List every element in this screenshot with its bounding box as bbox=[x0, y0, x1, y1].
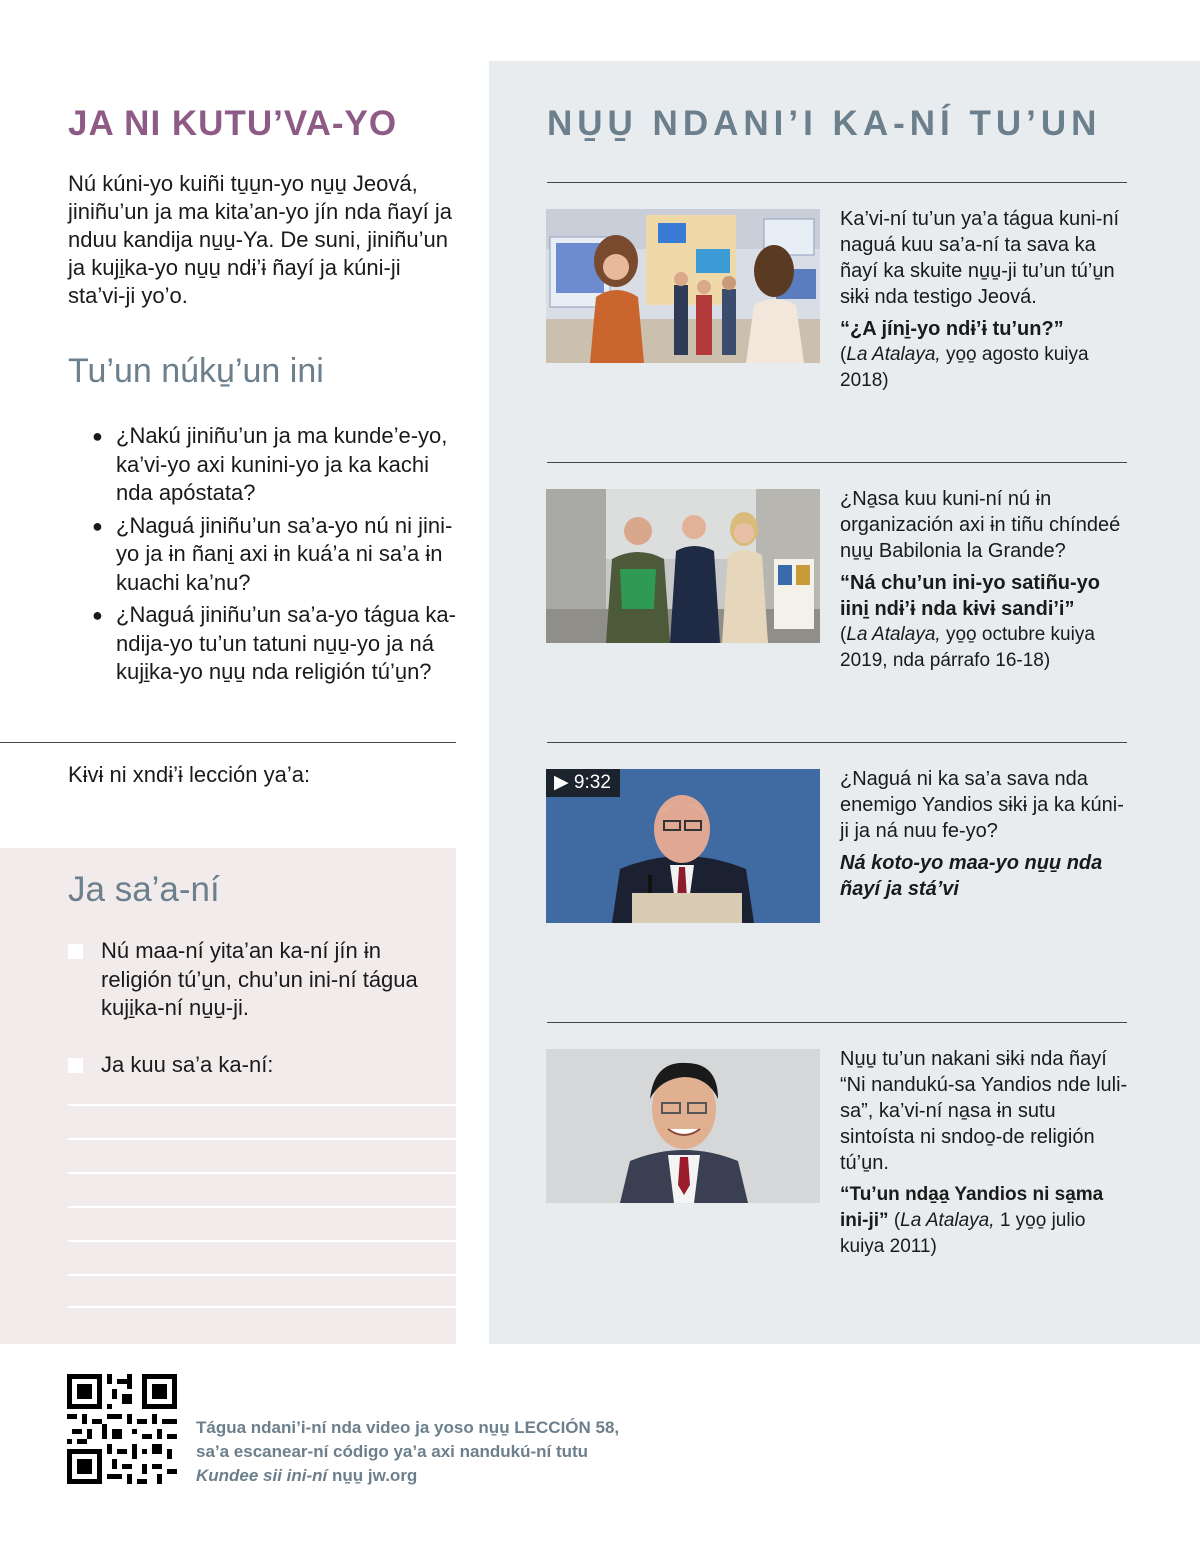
question-text: ¿Naguá jiniñu’un sa’a-yo nú ni jini-yo ja ɨn ñani̱ axi ɨn kuá’a ni sa’a ɨn kuachi ka’nu? bbox=[116, 512, 453, 595]
divider bbox=[0, 742, 456, 743]
question-text: ¿Naguá jiniñu’un sa’a-yo tágua ka-ndija-yo tu’un tatuni nu̱u̱-yo ja ná kuji̱ka-yo nu̱u̱ nda religión tú’u̱n? bbox=[116, 602, 456, 684]
divider bbox=[547, 742, 1127, 743]
reading-entry-4 bbox=[840, 1046, 1130, 1260]
lesson-review-title: JA NI KUTU’VA-YO bbox=[68, 104, 398, 143]
street-witnessing-photo bbox=[546, 489, 820, 643]
qr-code[interactable] bbox=[67, 1374, 177, 1484]
qr-code-icon bbox=[67, 1374, 177, 1484]
reading-entry-1 bbox=[840, 206, 1130, 394]
footer-line bbox=[196, 1464, 619, 1488]
footer-line: Tágua ndani’i-ní nda video ja yoso nu̱u̱ LECCIÓN 58, bbox=[196, 1418, 620, 1437]
review-questions-heading: Tu’un núku̱’un ini bbox=[68, 352, 324, 390]
list-item bbox=[92, 422, 464, 508]
entry-source: (La Atalaya, yo̱o̱ octubre kuiya 2019, nda párrafo 16-18) bbox=[840, 624, 1095, 671]
entry-description: ¿Na̱sa kuu kuni-ní nú ɨn organización axi ɨn tiñu chíndeé nu̱u̱ Babilonia la Grande? bbox=[840, 488, 1121, 562]
video-duration: 9:32 bbox=[573, 772, 611, 793]
article-title-link[interactable]: “Ná chu’un ini-yo satiñu-yo iini̱ ndɨ’ɨ nda kɨvɨ sandi’i” bbox=[840, 572, 1101, 620]
write-line[interactable] bbox=[68, 1274, 456, 1276]
reading-entry-3 bbox=[840, 766, 1130, 902]
divider bbox=[547, 1022, 1127, 1023]
goal-title: Ja sa’a-ní bbox=[68, 870, 220, 909]
entry-description: ¿Naguá ni ka sa’a sava nda enemigo Yandios sɨkɨ ja ka kúni-ji ja ná nuu fe-yo? bbox=[840, 768, 1124, 842]
footer-site-text: nu̱u̱ jw.org bbox=[327, 1466, 418, 1485]
write-line[interactable] bbox=[68, 1240, 456, 1242]
bullet-icon: ● bbox=[92, 605, 103, 625]
write-line[interactable] bbox=[68, 1172, 456, 1174]
review-questions-list bbox=[92, 422, 464, 691]
write-line[interactable] bbox=[68, 1104, 456, 1106]
article-title-link[interactable]: “Tu’un nda̱a̱ Yandios ni sa̱ma ini-ji” bbox=[840, 1184, 1104, 1231]
article-illustration-1[interactable] bbox=[546, 209, 820, 363]
goal-item-text-1: Nú maa-ní yita’an ka-ní jín ɨn religión tú’u̱n, chu’un ini-ní tágua kuji̱ka-ní nu̱u̱-ji. bbox=[101, 938, 418, 1020]
goal-box bbox=[0, 848, 456, 1344]
list-item bbox=[92, 512, 464, 598]
lesson-intro-text: Nú kúni-yo kuiñi tu̱u̱n-yo nu̱u̱ Jeová, jiniñu’un ja ma kita’an-yo jín nda ñayí ja nduu kandija nu̱u̱-Ya. De suni, jiniñu’un ja kuji̱ka-yo nu̱u̱ ndɨ’ɨ ñayí ja kúni-ji sta’vi-ji yo’o. bbox=[68, 171, 453, 308]
play-icon: ▶ bbox=[554, 772, 569, 793]
publication-name: La Atalaya, bbox=[846, 624, 941, 645]
divider bbox=[547, 462, 1127, 463]
reading-entry-2 bbox=[840, 486, 1130, 674]
entry-source: (La Atalaya, yo̱o̱ agosto kuiya 2018) bbox=[840, 344, 1089, 391]
publication-name: La Atalaya, bbox=[900, 1210, 995, 1231]
entry-description: Nu̱u̱ tu’un nakani sɨkɨ nda ñayí “Ni nandukú-sa Yandios nde luli-sa”, ka’vi-ní na̱sa ɨn sutu sintoísta ni sndoo̱-de religión tú’u̱n. bbox=[840, 1048, 1128, 1174]
video-title-link[interactable]: Ná koto-yo maa-yo nu̱u̱ nda ñayí ja stá’vi bbox=[840, 852, 1103, 900]
list-item bbox=[92, 601, 464, 687]
further-reading-title: NU̱U̱ NDANI’I KA-NÍ TU’UN bbox=[547, 104, 1102, 143]
footer-instructions bbox=[196, 1416, 619, 1488]
footer-line: sa’a escanear-ní código ya’a axi nandukú-ní tutu bbox=[196, 1442, 589, 1461]
bullet-icon: ● bbox=[92, 426, 103, 446]
video-thumbnail[interactable] bbox=[546, 769, 820, 923]
goal-checkbox-2[interactable] bbox=[68, 1058, 83, 1073]
footer-publication-name: Kundee sii ini-ní bbox=[196, 1466, 328, 1485]
publication-issue: 1 yo̱o̱ julio kuiya 2011) bbox=[840, 1210, 1086, 1257]
entry-description: Ka’vi-ní tu’un ya’a tágua kuni-ní naguá kuu sa’a-ní ta sava ka ñayí ka skuite nu̱u̱-ji tu’un tú’u̱n sɨkɨ nda testigo Jeová. bbox=[840, 208, 1120, 308]
publication-issue: yo̱o̱ agosto kuiya 2018) bbox=[840, 344, 1089, 391]
entry-source: “Tu’un nda̱a̱ Yandios ni sa̱ma ini-ji” (La Atalaya, 1 yo̱o̱ julio kuiya 2011) bbox=[840, 1184, 1104, 1257]
publication-issue: yo̱o̱ octubre kuiya 2019, nda párrafo 16-18) bbox=[840, 624, 1095, 671]
goal-checkbox-1[interactable] bbox=[68, 944, 83, 959]
article-title-link[interactable]: “¿A jíni̱-yo ndɨ’ɨ tu’un?” bbox=[840, 318, 1064, 340]
write-line[interactable] bbox=[68, 1138, 456, 1140]
article-illustration-2[interactable] bbox=[546, 489, 820, 643]
goal-item-text-2: Ja kuu sa’a ka-ní: bbox=[101, 1052, 274, 1077]
question-text: ¿Nakú jiniñu’un ja ma kunde’e-yo, ka’vi-yo axi kunini-yo ja ka kachi nda apóstata? bbox=[116, 423, 448, 505]
mall-scene-illustration bbox=[546, 209, 820, 363]
publication-name: La Atalaya, bbox=[846, 344, 941, 365]
video-duration-badge[interactable] bbox=[546, 769, 620, 797]
divider bbox=[547, 182, 1127, 183]
write-line[interactable] bbox=[68, 1206, 456, 1208]
article-illustration-4[interactable] bbox=[546, 1049, 820, 1203]
bullet-icon: ● bbox=[92, 515, 103, 536]
lesson-date-label: Kɨvɨ ni xndɨ’ɨ lección ya’a: bbox=[68, 762, 311, 787]
write-line[interactable] bbox=[68, 1306, 456, 1308]
portrait-photo bbox=[546, 1049, 820, 1203]
